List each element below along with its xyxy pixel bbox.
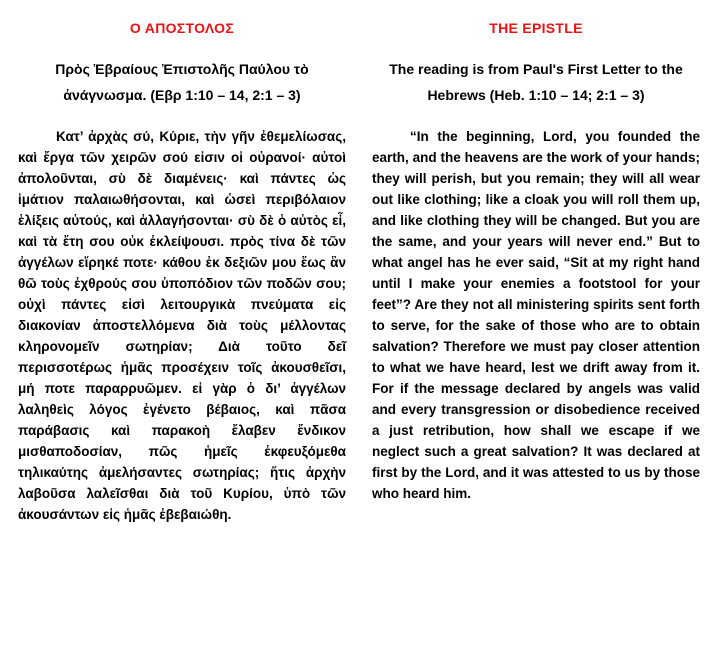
greek-column xyxy=(18,20,346,647)
english-reading-subtitle: The reading is from Paul's First Letter to the Hebrews (Heb. 1:10 – 14; 2:1 – 3) xyxy=(389,61,683,103)
greek-reading-subtitle: Πρὸς Ἑβραίους Ἐπιστολῆς Παύλου τὸ ἀνάγνωσμα. (Εβρ 1:10 – 14, 2:1 – 3) xyxy=(55,61,309,103)
english-column xyxy=(372,20,700,647)
greek-section-title: Ο ΑΠΟΣΤΟΛΟΣ xyxy=(129,20,235,36)
greek-reading-body: Κατ’ ἀρχὰς σύ, Κύριε, τὴν γῆν ἐθεμελίωσας, καὶ ἔργα τῶν χειρῶν σού εἰσιν οἱ οὐρανοί· αὐτοὶ ἀπολοῦνται, σὺ δὲ διαμένεις· καὶ πάντες ὡς ἱμάτιον παλαιωθήσονται, καὶ ὡσεὶ περιβόλαιον ἑλίξεις αὐτούς, καὶ ἀλλαγήσονται· σὺ δὲ ὁ αὐτὸς εἶ, καὶ τὰ ἔτη σου οὐκ ἐκλείψουσι. πρὸς τίνα δὲ τῶν ἀγγέλων εἴρηκέ ποτε· κάθου ἐκ δεξιῶν μου ἕως ἂν θῶ τοὺς ἐχθρούς σου ὑποπόδιον τῶν ποδῶν σου; οὐχὶ πάντες εἰσὶ λειτουργικὰ πνεύματα εἰς διακονίαν ἀποστελλόμενα διὰ τοὺς μέλλοντας κληρονομεῖν σωτηρίαν; Διὰ τοῦτο δεῖ περισσοτέρως ἡμᾶς προσέχειν τοῖς ἀκουσθεῖσι, μή ποτε παραρρυῶμεν. εἰ γὰρ ὁ δι’ ἀγγέλων λαληθεὶς λόγος ἐγένετο βέβαιος, καὶ πᾶσα παράβασις καὶ παρακοὴ ἔλαβεν ἔνδικον μισθαποδοσίαν, πῶς ἡμεῖς ἐκφευξόμεθα τηλικαύτης ἀμελήσαντες σωτηρίας; ἥτις ἀρχὴν λαβοῦσα λαλεῖσθαι διὰ τοῦ Κυρίου, ὑπὸ τῶν ἀκουσάντων εἰς ἡμᾶς ἐβεβαιώθη. xyxy=(18,129,346,522)
english-section-title: THE EPISTLE xyxy=(489,20,583,36)
english-reading-body: “In the beginning, Lord, you founded the earth, and the heavens are the work of your hands; they will perish, but you remain; they will all wear out like clothing; like a cloak you will roll them up, and like clothing they will be changed. But you are the same, and your years will never end.” But to what angel has he ever said, “Sit at my right hand until I make your enemies a footstool for your feet”? Are they not all ministering spirits sent forth to serve, for the sake of those who are to obtain salvation? Therefore we must pay closer attention to what we have heard, lest we drift away from it. For if the message declared by angels was valid and every transgression or disobedience received a just retribution, how shall we escape if we neglect such a great salvation? It was declared at first by the Lord, and it was attested to us by those who heard him. xyxy=(372,129,700,501)
